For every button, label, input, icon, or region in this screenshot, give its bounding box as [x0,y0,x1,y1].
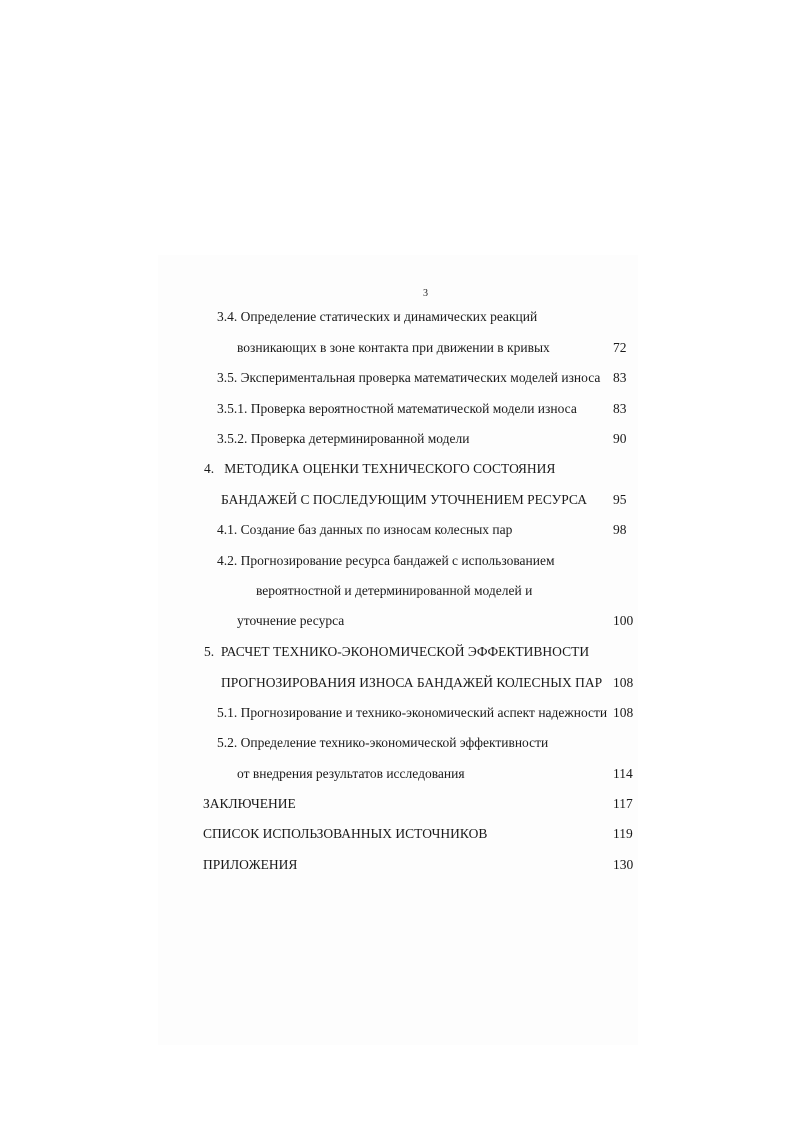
toc-entry-3-5: 3.5. Экспериментальная проверка математических моделей износа [217,370,601,385]
toc-entry-5-2-line-2: от внедрения результатов исследования [237,766,465,781]
toc-entry-3-5-1-page: 83 [613,401,627,416]
toc-entry-3-4-line-2: возникающих в зоне контакта при движении в кривых [237,340,550,355]
toc-entry-5-2-page: 114 [613,766,633,781]
toc-entry-3-5-2-page: 90 [613,431,627,446]
toc-entry-4-1-page: 98 [613,522,627,537]
toc-entry-4-2-line-1: 4.2. Прогнозирование ресурса бандажей с использованием [217,553,555,568]
toc-entry-4-2-line-3: уточнение ресурса [237,613,345,628]
toc-entry-5-1-page: 108 [613,705,634,720]
toc-entry-4-2-line-2: вероятностной и детерминированной моделей и [256,583,533,598]
toc-entry-5-2-line-1: 5.2. Определение технико-экономической эффективности [217,735,549,750]
toc-entry-5-1: 5.1. Прогнозирование и технико-экономический аспект надежности [217,705,608,720]
toc-entry-5-line-1: 5. РАСЧЕТ ТЕХНИКО-ЭКОНОМИЧЕСКОЙ ЭФФЕКТИВНОСТИ [204,644,590,659]
toc-entry-3-5-1: 3.5.1. Проверка вероятностной математической модели износа [217,401,577,416]
toc-entry-appendices-page: 130 [613,857,634,872]
toc-entry-5-page: 108 [613,675,634,690]
toc-entry-3-4-page: 72 [613,340,627,355]
toc-entry-4-page: 95 [613,492,627,507]
toc-entry-4-line-2: БАНДАЖЕЙ С ПОСЛЕДУЮЩИМ УТОЧНЕНИЕМ РЕСУРСА [221,492,587,507]
toc-entry-3-4-line-1: 3.4. Определение статических и динамических реакций [217,309,538,324]
toc-entry-appendices: ПРИЛОЖЕНИЯ [203,857,298,872]
toc-entry-conclusion-page: 117 [613,796,633,811]
toc-entry-3-5-page: 83 [613,370,627,385]
toc-entry-4-1: 4.1. Создание баз данных по износам колесных пар [217,522,513,537]
page-number: 3 [423,288,428,299]
toc-entry-4-2-page: 100 [613,613,634,628]
toc-entry-3-5-2: 3.5.2. Проверка детерминированной модели [217,431,470,446]
toc-entry-references-page: 119 [613,826,633,841]
toc-entry-references: СПИСОК ИСПОЛЬЗОВАННЫХ ИСТОЧНИКОВ [203,826,488,841]
toc-entry-conclusion: ЗАКЛЮЧЕНИЕ [203,796,296,811]
toc-entry-5-line-2: ПРОГНОЗИРОВАНИЯ ИЗНОСА БАНДАЖЕЙ КОЛЕСНЫХ ПАР [221,675,603,690]
toc-entry-4-line-1: 4. МЕТОДИКА ОЦЕНКИ ТЕХНИЧЕСКОГО СОСТОЯНИЯ [204,461,556,476]
